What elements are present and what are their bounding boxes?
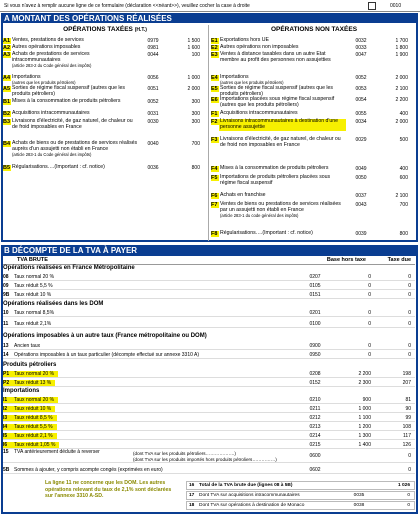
left-row-note: (article 283-2 du Code général des impôts)	[12, 62, 92, 68]
tva-row-5B	[3, 466, 415, 474]
left-row-value[interactable]: 1 000	[187, 75, 200, 81]
tva-row-code: 17	[189, 493, 195, 498]
tva-row-label: Taux réduit 10 %	[14, 291, 52, 298]
tva-row-due[interactable]: 0	[408, 320, 411, 327]
tva-row-ref: 0212	[309, 414, 321, 421]
dom-subtitle: Opérations réalisées dans les DOM	[3, 301, 104, 307]
right-row-label: Exportations hors UE	[220, 37, 270, 43]
tva-row-I3	[3, 414, 415, 422]
tva-row-label: Taux réduit 10 %	[12, 406, 55, 412]
right-row-code: F7	[211, 202, 218, 208]
tva-row-ref: 0602	[309, 466, 321, 473]
column-divider	[208, 25, 209, 241]
tva-row-due[interactable]: 0	[408, 342, 411, 349]
tva-row-label: Taux réduit 5,5 %	[14, 282, 53, 289]
right-row-F3	[211, 137, 346, 149]
left-row-A3	[3, 52, 138, 70]
tva-row-label: Taux réduit 13 %	[12, 380, 55, 386]
left-row-label: Achats de biens ou de prestations de services réalisés auprès d'un assujetti non établi en France (article 283-1 du Code général des impôts)	[12, 140, 138, 157]
tva-row-I1	[3, 396, 415, 404]
tva-row-due[interactable]: 0	[408, 466, 411, 473]
right-row-label: Autres opérations non imposables	[220, 44, 299, 50]
tva-row-base[interactable]: 2 300	[358, 379, 371, 386]
tva-row-base[interactable]: 1 100	[358, 414, 371, 421]
tva-row-code: I4	[3, 424, 12, 430]
metro-subtitle: Opérations réalisées en France Métropolitaine	[3, 265, 135, 271]
tva-row-10	[3, 309, 415, 317]
left-row-code: B5	[3, 165, 11, 171]
tva-row-sublabel: (dont TVA sur les produits importés hors produits pétroliers……………)	[133, 457, 277, 462]
left-row-value[interactable]: 1 600	[187, 45, 200, 51]
tva-row-due[interactable]: 0	[408, 309, 411, 316]
tva-row-code: 5B	[3, 466, 10, 473]
left-row-B3	[3, 119, 138, 131]
left-row-ref: 0052	[147, 99, 159, 105]
tva-row-ref: 0215	[309, 441, 321, 448]
tva-row-due[interactable]: 126	[402, 441, 411, 448]
nil-declaration-code: 0010	[390, 2, 402, 9]
right-row-label: Livraisons intracommunautaires à destination d'une personne assujettie	[219, 119, 346, 131]
right-row-code: F8	[211, 231, 218, 237]
tva-row-ref: 0152	[309, 379, 321, 386]
tva-total-row-18	[186, 501, 415, 510]
base-column-header: Base hors taxe	[326, 257, 366, 263]
tva-row-I4	[3, 423, 415, 431]
tva-row-due[interactable]: 0	[407, 503, 410, 508]
tva-row-ref: 0210	[309, 396, 321, 403]
tva-row-due[interactable]: 0	[408, 453, 411, 459]
left-row-note: (autres que les produits pétroliers)	[12, 79, 76, 85]
right-row-ref: 0055	[355, 111, 367, 117]
left-row-ref: 0981	[147, 45, 159, 51]
right-row-value[interactable]: 700	[399, 202, 408, 208]
right-row-value[interactable]: 2 000	[395, 75, 408, 81]
tva-row-due[interactable]: 0	[408, 291, 411, 298]
tva-row-label: Taux réduit 8,5 %	[12, 415, 57, 421]
right-row-label: Achats en franchise	[220, 192, 266, 198]
section-a-banner: A MONTANT DES OPÉRATIONS RÉALISÉES	[1, 13, 418, 23]
left-row-value[interactable]: 1 500	[187, 38, 200, 44]
right-row-ref: 0049	[355, 166, 367, 172]
tva-row-base[interactable]: 0	[368, 309, 371, 316]
right-row-value[interactable]: 400	[399, 111, 408, 117]
tva-row-14	[3, 351, 415, 359]
left-row-ref: 0040	[147, 141, 159, 147]
right-row-label: Importations placées sous régime fiscal suspensif (autres que les produits pétroliers)	[220, 96, 335, 108]
right-row-F5	[211, 175, 346, 187]
tva-row-ref: 0211	[309, 405, 321, 412]
top-bar	[0, 0, 420, 12]
right-row-code: F2	[211, 119, 218, 125]
left-row-label: Régularisations….(Important : cf. notice)	[12, 164, 105, 170]
right-row-code: E1	[211, 38, 218, 44]
left-row-label: Acquisitions intracommunautaires	[12, 110, 90, 116]
left-row-value[interactable]: 2 000	[187, 86, 200, 92]
left-row-A5	[3, 86, 138, 98]
right-row-ref: 0032	[355, 38, 367, 44]
left-row-label: Ventes, prestations de services	[12, 37, 84, 43]
right-row-code: E5	[211, 86, 218, 92]
right-row-ref: 0029	[355, 137, 367, 143]
tva-row-code: 18	[189, 503, 195, 508]
tva-row-I6	[3, 441, 415, 449]
tva-row-ref: 0207	[309, 273, 321, 280]
right-row-ref: 0033	[355, 45, 367, 51]
left-row-code: A1	[3, 38, 11, 44]
right-row-value[interactable]: 600	[399, 175, 408, 181]
left-row-label: Sorties de régime fiscal suspensif (autres que les produits pétroliers)	[12, 85, 126, 97]
left-row-B2	[3, 111, 138, 117]
tva-row-label: Taux réduit 1,05 %	[12, 442, 59, 448]
right-row-code: F5	[211, 175, 218, 181]
tva-row-code: 10	[3, 309, 9, 316]
tva-row-label: Taux normal 20 %	[12, 371, 58, 377]
right-row-value[interactable]: 2 000	[395, 119, 408, 125]
right-row-value[interactable]: 2 200	[395, 97, 408, 103]
right-column-title: OPÉRATIONS NON TAXÉES	[270, 26, 358, 33]
nil-declaration-checkbox[interactable]	[368, 2, 376, 10]
tva-row-ref: 0600	[309, 453, 321, 459]
tva-row-code: I2	[3, 406, 12, 412]
right-row-code: E6	[211, 97, 218, 103]
tva-row-label: Total de la TVA brute due (lignes 08 à 5B)	[199, 483, 293, 488]
left-column-title: OPÉRATIONS TAXÉES (H.T.)	[63, 26, 147, 33]
tva-row-base[interactable]: 0	[368, 282, 371, 289]
tva-row-08	[3, 273, 415, 281]
right-row-label: Régularisations….(Important : cf. notice)	[220, 230, 313, 236]
left-row-code: B3	[3, 119, 11, 125]
tva-row-code: 16	[189, 483, 195, 488]
right-row-F2	[211, 119, 346, 131]
right-row-F7	[211, 202, 346, 220]
right-row-code: F3	[211, 137, 218, 143]
petroleum-subtitle: Produits pétroliers	[3, 362, 57, 368]
right-row-ref: 0052	[355, 75, 367, 81]
left-row-label: Autres opérations imposables	[12, 44, 81, 50]
left-row-label: Mises à la consommation de produits pétroliers	[12, 98, 121, 104]
left-row-ref: 0979	[147, 38, 159, 44]
tva-row-code: 11	[3, 320, 9, 327]
tva-row-code: 14	[3, 351, 9, 358]
tva-row-label: Taux normal 20 %	[14, 273, 55, 280]
tva-row-label: Taux réduit 2,1 %	[12, 433, 57, 439]
right-row-note: (autres que les produits pétroliers)	[220, 79, 284, 85]
tva-total-row-17	[186, 491, 415, 500]
left-row-value[interactable]: 300	[191, 119, 200, 125]
left-row-ref: 0031	[147, 111, 159, 117]
left-row-code: A3	[3, 52, 11, 58]
right-row-label: Livraisons d'électricité, de gaz naturel, de chaleur ou de froid non imposables en France	[220, 136, 341, 148]
tva-row-ref: 0105	[309, 282, 321, 289]
tva-row-base[interactable]: 1 400	[358, 441, 371, 448]
tva-row-due[interactable]: 108	[402, 423, 411, 430]
other-rates-subtitle: Opérations imposables à un autre taux (France métropolitaine ou DOM)	[3, 333, 207, 339]
tva-total-row-16	[186, 481, 415, 490]
left-row-ref: 0044	[147, 52, 159, 58]
left-row-B5	[3, 165, 138, 171]
tva-row-I2	[3, 405, 415, 413]
right-row-ref: 0053	[355, 86, 367, 92]
tva-row-code: P2	[3, 380, 12, 386]
tva-row-code: 08	[3, 273, 9, 280]
tva-row-ref: 0151	[309, 291, 321, 298]
tva-row-base[interactable]: 0	[368, 273, 371, 280]
left-row-code: B2	[3, 111, 11, 117]
tva-row-9B	[3, 291, 415, 299]
tva-row-ref: 0214	[309, 432, 321, 439]
left-row-ref: 0051	[147, 86, 159, 92]
tva-row-due[interactable]: 81	[405, 396, 411, 403]
right-row-label: Importations de produits pétroliers placées sous régime fiscal suspensif	[220, 174, 331, 186]
left-row-ref: 0056	[147, 75, 159, 81]
right-row-ref: 0054	[355, 97, 367, 103]
right-row-E3	[211, 52, 346, 64]
tva-row-base[interactable]: 0	[368, 351, 371, 358]
nil-declaration-text: Si vous n'avez à remplir aucune ligne de ce formulaire (déclaration <<néant>>), veuillez cocher la case à droite	[4, 2, 250, 9]
right-row-value[interactable]: 1 900	[395, 52, 408, 58]
left-row-label: Importations (autres que les produits pétroliers)	[12, 74, 76, 85]
right-row-value[interactable]: 500	[399, 137, 408, 143]
left-row-value[interactable]: 300	[191, 99, 200, 105]
right-row-label: Mises à la consommation de produits pétroliers	[220, 165, 329, 171]
tva-row-base[interactable]: 900	[362, 396, 371, 403]
right-row-code: F6	[211, 193, 218, 199]
right-row-code: F4	[211, 166, 218, 172]
left-row-ref: 0030	[147, 119, 159, 125]
tva-row-code: I3	[3, 415, 12, 421]
right-row-note: (article 283-1 du code général des impôts)	[220, 212, 299, 218]
right-row-label: Ventes à distance taxables dans un autre Etat membre au profit des personnes non assujetties	[220, 51, 331, 63]
right-row-label: Ventes de biens ou prestations de services réalisées par un assujetti non établi en France (article 283-1 du code général des impôts)	[220, 201, 341, 218]
tva-row-base[interactable]: 0	[368, 342, 371, 349]
right-row-code: F1	[211, 111, 218, 117]
left-row-value[interactable]: 700	[191, 141, 200, 147]
tva-row-label: Taux réduit 2,1%	[14, 320, 52, 327]
tva-row-I5	[3, 432, 415, 440]
tva-row-base[interactable]: 0	[368, 291, 371, 298]
tva-row-code: I5	[3, 433, 12, 439]
tva-row-ref: 0100	[309, 320, 321, 327]
tva-row-ref: 0201	[309, 309, 321, 316]
tva-row-code: 09	[3, 282, 9, 289]
tva-row-base[interactable]: 1 200	[358, 423, 371, 430]
tva-row-label: Taux normal 20 %	[12, 397, 58, 403]
tva-row-code: P1	[3, 371, 12, 377]
tva-row-due[interactable]: 0	[407, 493, 410, 498]
tva-row-label: Dont TVA sur opérations à destination de Monaco	[199, 503, 305, 508]
left-row-label: Livraisons d'électricité, de gaz naturel, de chaleur ou de froid imposables en France	[12, 118, 133, 130]
right-row-code: E2	[211, 45, 218, 51]
tva-row-ref: 0208	[309, 370, 321, 377]
tva-row-base[interactable]: 2 200	[358, 370, 371, 377]
right-row-ref: 0043	[355, 202, 367, 208]
tva-row-ref: 0950	[309, 351, 321, 358]
tva-row-code: 15	[3, 449, 9, 455]
tva-row-due[interactable]: 207	[402, 379, 411, 386]
dom-note: La ligne 11 ne concerne que les DOM. Les autres opérations relevant du taux de 2,1% sont déclarées sur l'annexe 3310 A-SD.	[45, 480, 172, 499]
tva-row-label: Ancien taux	[14, 342, 41, 349]
tva-row-due[interactable]: 0	[408, 282, 411, 289]
tva-row-label: Dont TVA sur acquisitions intracommunautaires	[199, 493, 300, 498]
right-row-code: E4	[211, 75, 218, 81]
tva-row-ref: 0900	[309, 342, 321, 349]
tva-row-ref: 0035	[353, 493, 365, 498]
right-row-code: E3	[211, 52, 218, 58]
tva-row-code: 9B	[3, 291, 10, 298]
tva-row-base[interactable]: 0	[368, 320, 371, 327]
tva-row-13	[3, 342, 415, 350]
left-row-code: B1	[3, 99, 11, 105]
tva-row-ref: 0213	[309, 423, 321, 430]
right-row-ref: 0034	[355, 119, 367, 125]
right-row-ref: 0037	[355, 193, 367, 199]
right-row-value[interactable]: 800	[399, 231, 408, 237]
tva-row-due[interactable]: 117	[403, 432, 411, 439]
left-row-code: A4	[3, 75, 11, 81]
right-row-label: Acquisitions intracommunautaires	[220, 110, 298, 116]
left-row-B1	[3, 99, 138, 105]
left-row-code: B4	[3, 141, 11, 147]
right-row-F8	[211, 231, 346, 237]
tva-row-code: I1	[3, 397, 12, 403]
right-row-F4	[211, 166, 346, 172]
tva-row-due[interactable]: 198	[402, 370, 411, 377]
left-row-ref: 0036	[147, 165, 159, 171]
tva-row-due[interactable]: 99	[405, 414, 411, 421]
right-row-value[interactable]: 1 700	[395, 38, 408, 44]
right-row-E6	[211, 97, 346, 109]
tva-row-label: TVA antérieurement déduite à reverser	[14, 449, 100, 455]
due-column-header: Taxe due	[387, 257, 411, 263]
tva-row-code: 13	[3, 342, 9, 349]
tva-header-row	[3, 257, 415, 265]
tva-row-base[interactable]: 1 300	[358, 432, 371, 439]
left-row-value[interactable]: 300	[191, 111, 200, 117]
left-row-B4	[3, 141, 138, 159]
tva-row-label: Taux normal 8,5%	[14, 309, 55, 316]
tva-row-label: Opérations imposables à un taux particulier (décompte effectué sur annexe 3310 A)	[14, 351, 200, 358]
tva-row-code: I6	[3, 442, 12, 448]
tva-row-due[interactable]: 90	[405, 405, 411, 412]
right-row-F6	[211, 193, 346, 199]
right-row-value[interactable]: 2 100	[395, 86, 408, 92]
left-row-note: (article 283-1 du Code général des impôts)	[12, 151, 92, 157]
right-row-F1	[211, 111, 346, 117]
imports-subtitle: Importations	[3, 388, 40, 394]
tva-row-sublabel: (dont TVA sur les produits pétroliers……………….)	[133, 451, 236, 456]
tva-row-09	[3, 282, 415, 290]
tva-row-15	[3, 449, 415, 463]
left-row-code: A2	[3, 45, 11, 51]
tva-row-base[interactable]: 1 000	[358, 405, 371, 412]
tva-brute-title: TVA BRUTE	[17, 257, 48, 263]
right-row-ref: 0050	[355, 175, 367, 181]
left-row-code: A5	[3, 86, 11, 92]
left-row-label: Achats de prestations de services intracommunautaires (article 283-2 du Code général des impôts)	[12, 51, 92, 68]
tva-row-P2	[3, 379, 415, 387]
right-row-ref: 0047	[355, 52, 367, 58]
right-row-label: Sorties de régime fiscal suspensif (autres que les produits pétroliers)	[220, 85, 334, 97]
right-row-value[interactable]: 1 800	[395, 45, 408, 51]
tva-row-P1	[3, 370, 415, 378]
right-row-value[interactable]: 2 100	[395, 193, 408, 199]
left-row-value[interactable]: 100	[191, 52, 200, 58]
right-row-label: Importations (autres que les produits pétroliers)	[220, 74, 284, 85]
tva-row-due[interactable]: 0	[408, 273, 411, 280]
right-row-ref: 0039	[355, 231, 367, 237]
tva-row-ref: 0038	[353, 503, 365, 508]
tva-row-due[interactable]: 0	[408, 351, 411, 358]
tva-row-due[interactable]: 1 026	[397, 483, 410, 488]
left-row-value[interactable]: 800	[191, 165, 200, 171]
right-row-value[interactable]: 400	[399, 166, 408, 172]
tva-row-label: Sommes à ajouter, y compris acompte congés (exprimées en euro)	[14, 466, 163, 473]
tva-row-label: Taux réduit 5,5 %	[12, 424, 57, 430]
section-b-banner: B DÉCOMPTE DE LA TVA À PAYER	[1, 245, 418, 256]
tva-row-11	[3, 320, 415, 328]
